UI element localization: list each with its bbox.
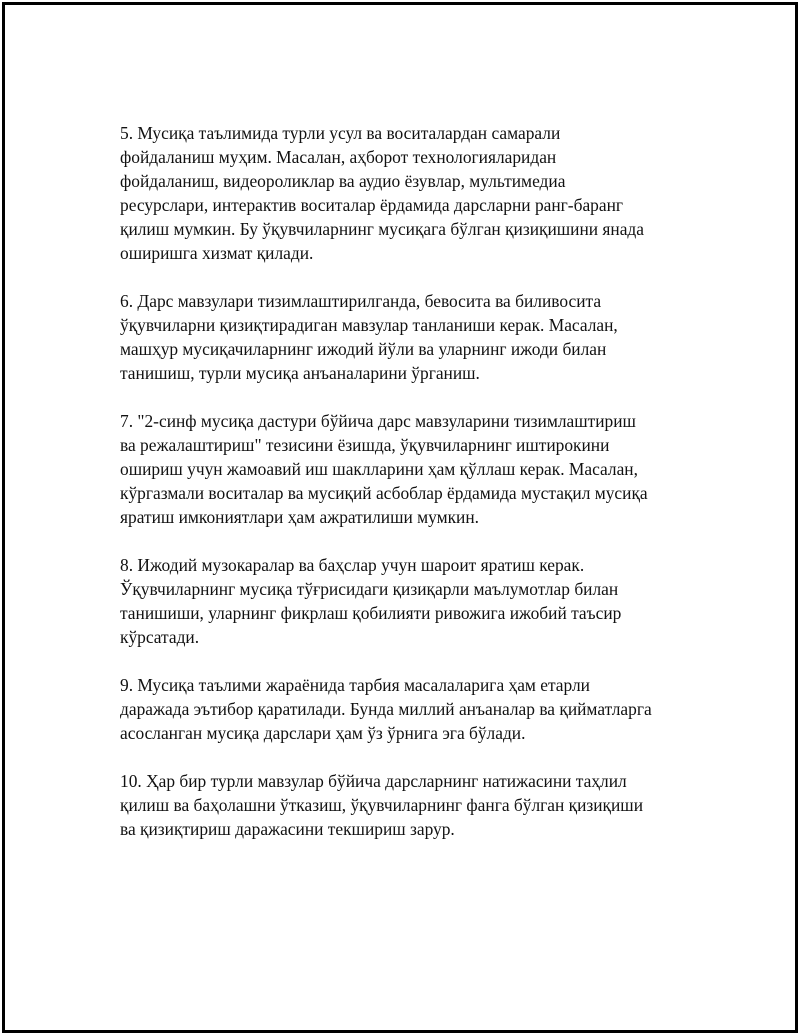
text-line: машҳур мусиқачиларнинг ижодий йўли ва уларнинг ижоди билан xyxy=(120,339,607,359)
paragraph-10 xyxy=(120,769,720,841)
paragraph-6 xyxy=(120,289,720,385)
text-line: фойдаланиш муҳим. Масалан, аҳборот технологияларидан xyxy=(120,147,557,167)
text-line: ресурслари, интерактив воситалар ёрдамида дарсларни ранг-баранг xyxy=(120,195,624,215)
text-line: оширишга хизмат қилади. xyxy=(120,243,314,263)
text-line: 9. Мусиқа таълими жараёнида тарбия масалаларига ҳам етарли xyxy=(120,675,590,695)
document-body xyxy=(120,121,720,865)
text-line: фойдаланиш, видеороликлар ва аудио ёзувлар, мультимедиа xyxy=(120,171,566,191)
text-line: ва қизиқтириш даражасини текшириш зарур. xyxy=(120,819,455,839)
paragraph-7 xyxy=(120,409,720,529)
text-line: яратиш имкониятлари ҳам ажратилиши мумкин. xyxy=(120,507,479,527)
text-line: 5. Мусиқа таълимида турли усул ва воситалардан самарали xyxy=(120,123,561,143)
text-line: қилиш мумкин. Бу ўқувчиларнинг мусиқага бўлган қизиқишини янада xyxy=(120,219,645,239)
text-line: асосланган мусиқа дарслари ҳам ўз ўрнига эга бўлади. xyxy=(120,723,526,743)
text-line: 8. Ижодий музокаралар ва баҳслар учун шароит яратиш керак. xyxy=(120,555,585,575)
text-line: 6. Дарс мавзулари тизимлаштирилганда, бевосита ва биливосита xyxy=(120,291,602,311)
text-line: қилиш ва баҳолашни ўтказиш, ўқувчиларнинг фанга бўлган қизиқиши xyxy=(120,795,644,815)
page-frame xyxy=(2,2,798,1033)
text-line: ва режалаштириш" тезисини ёзишда, ўқувчиларнинг иштирокини xyxy=(120,435,610,455)
text-line: кўрсатади. xyxy=(120,627,200,647)
text-line: танишиши, уларнинг фикрлаш қобилияти ривожига ижобий таъсир xyxy=(120,603,622,623)
text-line: 7. "2-синф мусиқа дастури бўйича дарс мавзуларини тизимлаштириш xyxy=(120,411,636,431)
text-line: ошириш учун жамоавий иш шаклларини ҳам қўллаш керак. Масалан, xyxy=(120,459,638,479)
text-line: 10. Ҳар бир турли мавзулар бўйича дарсларнинг натижасини таҳлил xyxy=(120,771,627,791)
paragraph-9 xyxy=(120,673,720,745)
paragraph-5 xyxy=(120,121,720,265)
paragraph-8 xyxy=(120,553,720,649)
text-line: Ўқувчиларнинг мусиқа тўғрисидаги қизиқарли маълумотлар билан xyxy=(120,579,619,599)
text-line: кўргазмали воситалар ва мусиқий асбоблар ёрдамида мустақил мусиқа xyxy=(120,483,648,503)
text-line: ўқувчиларни қизиқтирадиган мавзулар танланиши керак. Масалан, xyxy=(120,315,618,335)
text-line: танишиш, турли мусиқа анъаналарини ўрганиш. xyxy=(120,363,480,383)
text-line: даражада эътибор қаратилади. Бунда миллий анъаналар ва қийматларга xyxy=(120,699,652,719)
